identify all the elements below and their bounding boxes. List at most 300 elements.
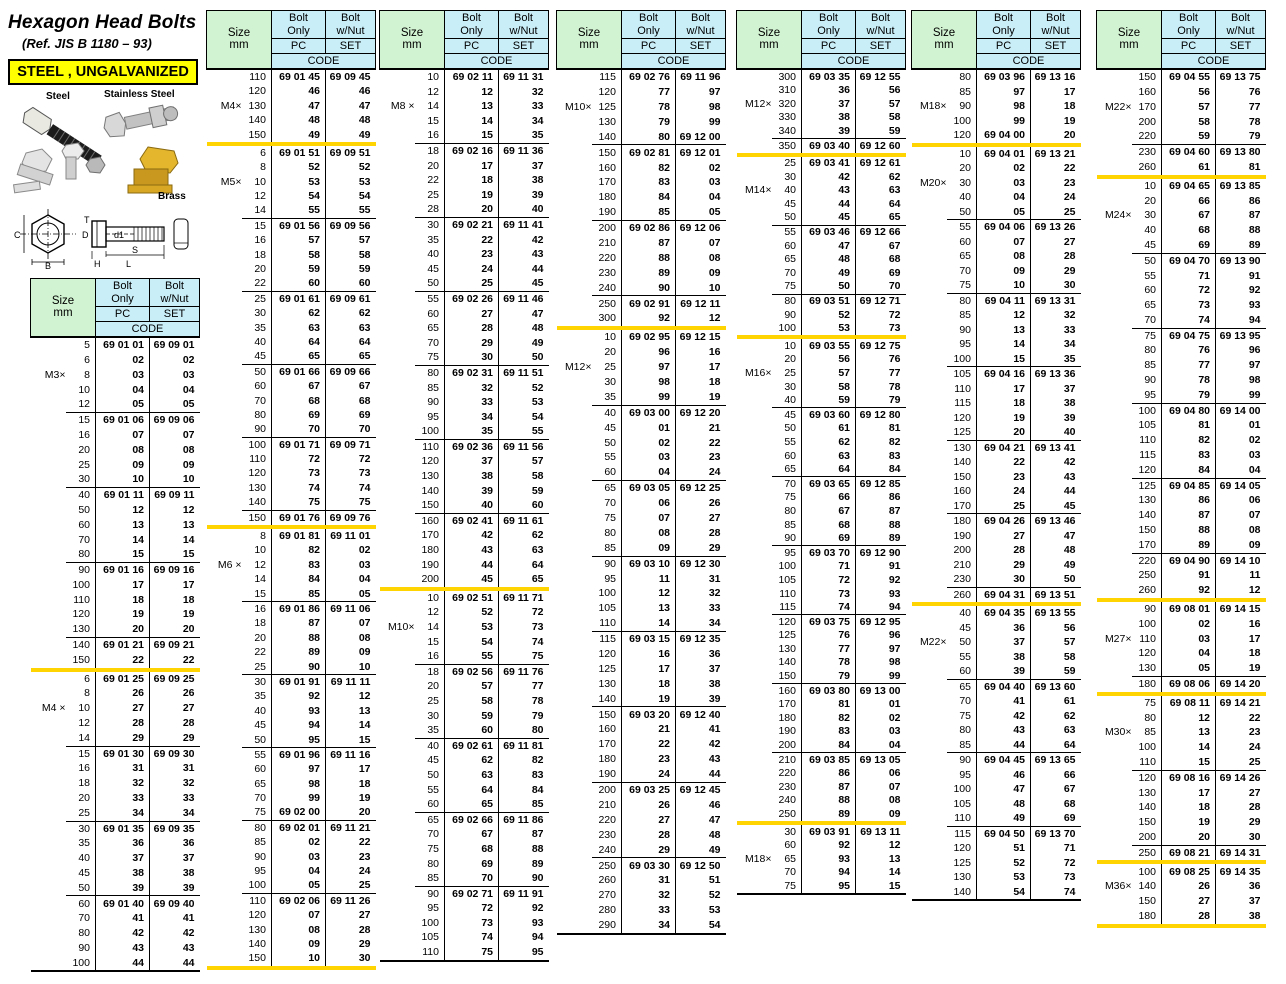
size-cell: 60 [1144,284,1156,297]
size-cell: 45 [427,754,439,767]
set-code-cell: 02 [326,544,376,558]
thread-prefix-cell [31,881,66,896]
table-row [737,69,906,84]
table-row [912,205,1081,220]
pc-code-cell: 18 [1162,800,1216,815]
thread-prefix-cell [380,202,415,217]
set-code-cell: 36 [150,836,200,851]
table-row [557,251,726,266]
set-code-cell: 44 [1031,484,1081,499]
thread-prefix-cell [207,467,242,481]
table-row [912,455,1081,470]
pc-unit-header: PC [272,39,326,54]
pc-code-cell: 70 [272,422,326,437]
thread-prefix-cell [1097,815,1132,830]
thread-prefix-cell [207,189,242,203]
pc-code-cell: 69 02 01 [272,820,326,835]
thread-prefix-cell [31,412,66,427]
size-cell: 95 [604,572,616,585]
pc-code-cell: 22 [445,233,499,248]
thread-prefix-cell [912,841,947,856]
thread-prefix-cell [912,650,947,665]
size-cell: 50 [1132,253,1162,268]
table-row [380,543,549,558]
set-code-cell: 15 [326,733,376,748]
table-row [737,656,906,670]
pc-code-cell: 69 01 76 [272,510,326,527]
table-row [207,248,376,262]
thread-prefix-cell [737,337,772,353]
size-cell: 140 [1138,880,1156,893]
pc-code-cell: 95 [802,879,856,894]
table-row [207,602,376,617]
table-row [1097,770,1266,785]
size-cell: 85 [427,872,439,885]
pc-code-cell: 64 [445,783,499,798]
set-code-cell: 20 [326,806,376,821]
pc-code-cell: 69 02 06 [272,893,326,908]
pc-code-cell: 07 [272,908,326,922]
table-row [207,893,376,908]
size-cell: 110 [73,593,90,606]
table-row [912,768,1081,783]
table-row [207,408,376,422]
pc-code-cell: 69 03 25 [622,782,676,797]
thread-prefix-cell [380,886,415,901]
thread-prefix-cell [912,709,947,724]
table-row [557,842,726,857]
set-code-cell: 70 [326,422,376,437]
size-cell: 20 [78,792,90,805]
size-cell: 55 [772,225,802,239]
pc-code-cell: 15 [445,128,499,143]
thread-prefix-cell [1097,177,1132,194]
set-code-cell: 05 [326,587,376,602]
set-code-cell: 01 [856,698,906,712]
pc-code-cell: 69 04 00 [977,128,1031,145]
set-code-cell: 90 [499,871,549,886]
set-code-cell: 67 [856,239,906,253]
set-code-cell: 99 [856,670,906,684]
set-code-cell: 89 [856,532,906,546]
pc-code-cell: 69 02 51 [445,589,499,606]
set-code-cell: 69 12 90 [856,546,906,560]
size-cell: 65 [427,322,439,335]
table-row [31,896,200,911]
pc-code-cell: 69 01 96 [272,747,326,762]
only-label: Only [637,24,660,37]
set-code-cell: 88 [499,842,549,857]
set-code-cell: 17 [676,360,726,375]
pc-code-cell: 04 [272,864,326,878]
table-row [557,236,726,251]
size-cell: 6 [66,670,96,687]
thread-prefix-cell [207,747,242,762]
mm-label: mm [934,38,954,51]
catalog-column-6 [911,10,1081,901]
set-code-cell: 44 [676,767,726,782]
pc-code-cell: 69 02 61 [445,738,499,753]
set-code-cell: 87 [499,827,549,842]
thread-prefix-cell [31,353,66,368]
table-row [31,518,200,533]
set-code-cell: 34 [1031,337,1081,352]
size-cell: 10 [415,589,445,606]
only-label: Only [111,292,134,305]
pc-code-cell: 21 [622,722,676,737]
pc-code-cell: 66 [1162,193,1216,208]
table-row [207,144,376,160]
size-cell: 20 [78,443,90,456]
thread-prefix-cell [31,472,66,487]
pc-code-cell: 69 02 41 [445,513,499,528]
set-code-cell: 47 [499,307,549,322]
table-row [737,615,906,629]
table-row [207,631,376,645]
thread-prefix-cell [737,518,772,532]
size-cell: 50 [254,733,266,746]
size-label: Size [51,295,75,307]
material-banner: STEEL , UNGALVANIZED [8,59,198,85]
pc-code-cell: 08 [272,923,326,937]
set-code-cell: 24 [1216,740,1266,755]
bolt-label: Bolt [514,11,533,24]
thread-prefix-cell [207,908,242,922]
set-code-cell: 69 13 16 [1031,69,1081,85]
pc-code-cell: 83 [802,725,856,739]
pc-code-cell: 17 [96,578,150,593]
thread-prefix-cell [912,337,947,352]
pc-code-cell: 69 01 16 [96,562,150,577]
size-cell: 120 [1132,770,1162,785]
set-code-cell: 73 [499,620,549,635]
table-row [31,851,200,866]
table-row [557,571,726,586]
set-code-cell: 62 [499,528,549,543]
set-code-cell: 72 [856,308,906,322]
set-code-cell: 02 [676,160,726,175]
size-cell: 15 [254,587,266,600]
size-cell: 80 [772,294,802,308]
thread-prefix-cell [912,323,947,338]
set-code-cell: 59 [499,484,549,499]
size-cell: 18 [415,143,445,158]
size-cell: 150 [242,510,272,527]
table-row [380,69,549,85]
table-row [557,205,726,220]
set-code-cell: 52 [676,888,726,903]
pc-code-cell: 69 [445,856,499,871]
set-code-cell: 74 [326,481,376,495]
size-cell: 70 [78,912,90,925]
table-row [737,408,906,422]
pc-code-cell: 92 [802,839,856,853]
table-row [557,601,726,616]
thread-prefix-cell [557,296,592,311]
pc-code-cell: 55 [445,649,499,664]
pc-code-cell: 53 [272,175,326,189]
thread-prefix-cell [31,686,66,701]
thread-prefix-cell [207,394,242,408]
set-code-cell: 69 09 51 [326,144,376,160]
thread-prefix-cell [557,280,592,295]
thread-prefix-cell [207,495,242,510]
table-row [1097,253,1266,268]
set-code-cell: 69 12 45 [676,782,726,797]
table-row [912,650,1081,665]
table-row [31,956,200,972]
set-code-cell: 67 [326,379,376,393]
table-row [380,291,549,306]
table-row [737,546,906,560]
thread-prefix-cell [557,511,592,526]
label-brass: Brass [158,191,186,202]
size-cell: 130 [598,677,616,690]
set-code-cell: 18 [1216,646,1266,661]
set-code-cell: 69 11 36 [499,143,549,158]
table-row [557,115,726,130]
pc-code-cell: 86 [802,767,856,781]
table-row [912,826,1081,841]
thread-prefix-cell [380,233,415,248]
table-row [1097,418,1266,433]
thread-prefix-cell [31,941,66,956]
pc-code-cell: 69 03 41 [802,155,856,171]
label-stainless-steel: Stainless Steel [104,89,175,100]
pc-code-cell: 54 [977,885,1031,901]
set-code-cell: 58 [856,111,906,125]
size-cell: 115 [947,826,977,841]
set-code-cell: 06 [856,767,906,781]
set-code-cell: 79 [499,709,549,724]
thread-prefix-cell [380,307,415,322]
size-cell: 120 [1138,463,1156,476]
pc-code-cell: 19 [445,188,499,203]
thread-prefix-cell [31,457,66,472]
thread-prefix-cell [1097,238,1132,253]
table-row [737,84,906,98]
size-cell: 45 [772,408,802,422]
set-unit-header: SET [1216,39,1266,54]
size-cell: 50 [427,768,439,781]
thread-prefix-cell [737,725,772,739]
pc-code-cell: 22 [96,653,150,670]
table-row [207,99,376,113]
size-cell: 50 [959,636,971,648]
set-code-cell: 63 [499,543,549,558]
thread-prefix-cell [557,903,592,918]
size-cell: 260 [947,587,977,604]
size-cell: 110 [1139,632,1156,645]
thread-prefix-cell [207,364,242,379]
table-row [31,457,200,472]
set-code-cell: 22 [1216,710,1266,725]
table-row [557,450,726,465]
pc-code-cell: 69 01 01 [96,337,150,353]
set-code-cell: 32 [150,776,200,791]
size-cell: 14 [254,573,266,586]
size-cell: 100 [598,587,616,600]
pc-code-cell: 13 [977,323,1031,338]
size-cell: 70 [427,828,439,841]
table-row [557,767,726,782]
size-cell: 110 [599,617,616,630]
thread-prefix-cell [380,498,415,513]
size-cell: 60 [959,665,971,677]
table-row [1097,313,1266,328]
set-unit-header: SET [676,39,726,54]
size-cell: 140 [248,937,266,950]
size-cell: 85 [959,738,971,751]
table-row [1097,268,1266,283]
set-code-cell: 04 [856,739,906,753]
pc-code-cell: 96 [622,345,676,360]
thread-prefix-cell [557,311,592,328]
size-cell: 160 [953,485,971,497]
thread-prefix-cell [1097,223,1132,238]
pc-code-cell: 69 02 21 [445,217,499,232]
bolt-code-table-5 [736,10,906,895]
size-cell: 120 [248,85,266,98]
table-row [737,560,906,574]
set-code-cell: 24 [1031,190,1081,205]
table-row [557,69,726,85]
set-code-cell: 89 [1216,238,1266,253]
table-row [557,616,726,631]
table-row [737,491,906,505]
table-row [912,470,1081,485]
thread-prefix-cell [912,190,947,205]
size-cell: 45 [78,867,90,880]
table-row [557,541,726,556]
pc-code-cell: 69 01 66 [272,364,326,379]
thread-prefix-cell [380,649,415,664]
thread-prefix-cell: M20× [919,176,947,189]
thread-prefix-cell [1097,144,1132,159]
pc-code-cell: 44 [96,956,150,972]
table-row [737,698,906,712]
set-code-cell: 69 11 11 [326,675,376,690]
thread-prefix-cell [557,526,592,541]
table-row [31,791,200,806]
pc-code-cell: 48 [977,797,1031,812]
pc-code-cell: 17 [977,382,1031,397]
thread-prefix-cell [31,836,66,851]
set-code-cell: 12 [856,839,906,853]
set-code-cell: 17 [1031,85,1081,100]
set-code-cell: 89 [499,856,549,871]
pc-code-cell: 15 [96,547,150,562]
pc-code-cell: 37 [802,97,856,111]
thread-prefix-cell [380,528,415,543]
thread-prefix-cell [912,382,947,397]
set-code-cell: 69 12 00 [676,130,726,145]
thread-prefix-cell [207,321,242,335]
pc-code-cell: 69 03 20 [622,707,676,722]
size-cell: 65 [959,250,971,262]
set-code-cell: 56 [856,84,906,98]
set-code-cell: 35 [499,128,549,143]
size-cell: 50 [78,503,90,516]
table-row [557,375,726,390]
set-code-cell: 33 [499,99,549,114]
table-row [737,725,906,739]
thread-prefix-cell [557,813,592,828]
pc-code-cell: 98 [272,777,326,791]
pc-code-cell: 33 [96,791,150,806]
table-row [557,405,726,420]
set-code-cell: 69 12 75 [856,337,906,353]
thread-prefix-cell [557,130,592,145]
size-cell: 150 [242,951,272,967]
thread-prefix-cell [1097,770,1132,785]
thread-prefix-cell [380,424,415,439]
set-code-cell: 69 14 00 [1216,403,1266,418]
thread-prefix-cell [1097,538,1132,553]
table-row [1097,238,1266,253]
table-row [912,558,1081,573]
thread-prefix-cell [557,828,592,843]
pc-code-cell: 92 [1162,583,1216,600]
table-row [737,308,906,322]
thread-prefix-cell [31,382,66,397]
pc-code-cell: 14 [445,114,499,129]
set-unit-header: SET [499,39,549,54]
size-cell: 30 [1144,209,1156,222]
table-row [557,858,726,873]
size-cell: 140 [947,885,977,901]
bolt-label: Bolt [165,279,184,292]
size-cell: 150 [248,128,266,141]
set-code-cell: 69 13 60 [1031,679,1081,694]
set-code-cell: 30 [1216,830,1266,845]
table-row [737,155,906,171]
set-code-cell: 28 [326,923,376,937]
thread-prefix-cell: M12× [564,361,592,374]
bolt-side-view-diagram [92,219,188,259]
thread-prefix-cell [207,689,242,703]
bolt-label: Bolt [691,11,710,24]
size-label: Size [757,27,781,39]
set-code-cell: 43 [150,941,200,956]
thread-prefix-cell [380,159,415,174]
size-cell: 45 [254,719,266,732]
set-code-cell: 25 [1216,755,1266,770]
table-row [31,701,200,716]
code-header: CODE [622,54,726,70]
thread-prefix-cell [737,280,772,294]
pc-code-cell: 89 [802,807,856,823]
table-row [557,888,726,903]
pc-code-cell: 19 [622,692,676,707]
thread-prefix-cell [207,408,242,422]
table-row [912,694,1081,709]
size-cell: 12 [254,558,266,571]
pc-code-cell: 94 [802,866,856,880]
pc-code-cell: 69 02 86 [622,220,676,235]
size-cell: 20 [254,263,266,276]
pc-code-cell: 18 [622,677,676,692]
table-row [737,477,906,491]
set-code-cell: 12 [676,311,726,328]
pc-code-cell: 04 [96,382,150,397]
size-cell: 100 [953,114,971,127]
size-cell: 70 [959,695,971,707]
thread-prefix-cell [380,336,415,351]
size-cell: 190 [598,206,616,219]
thread-prefix-cell [31,653,66,670]
thread-prefix-cell [207,160,242,174]
